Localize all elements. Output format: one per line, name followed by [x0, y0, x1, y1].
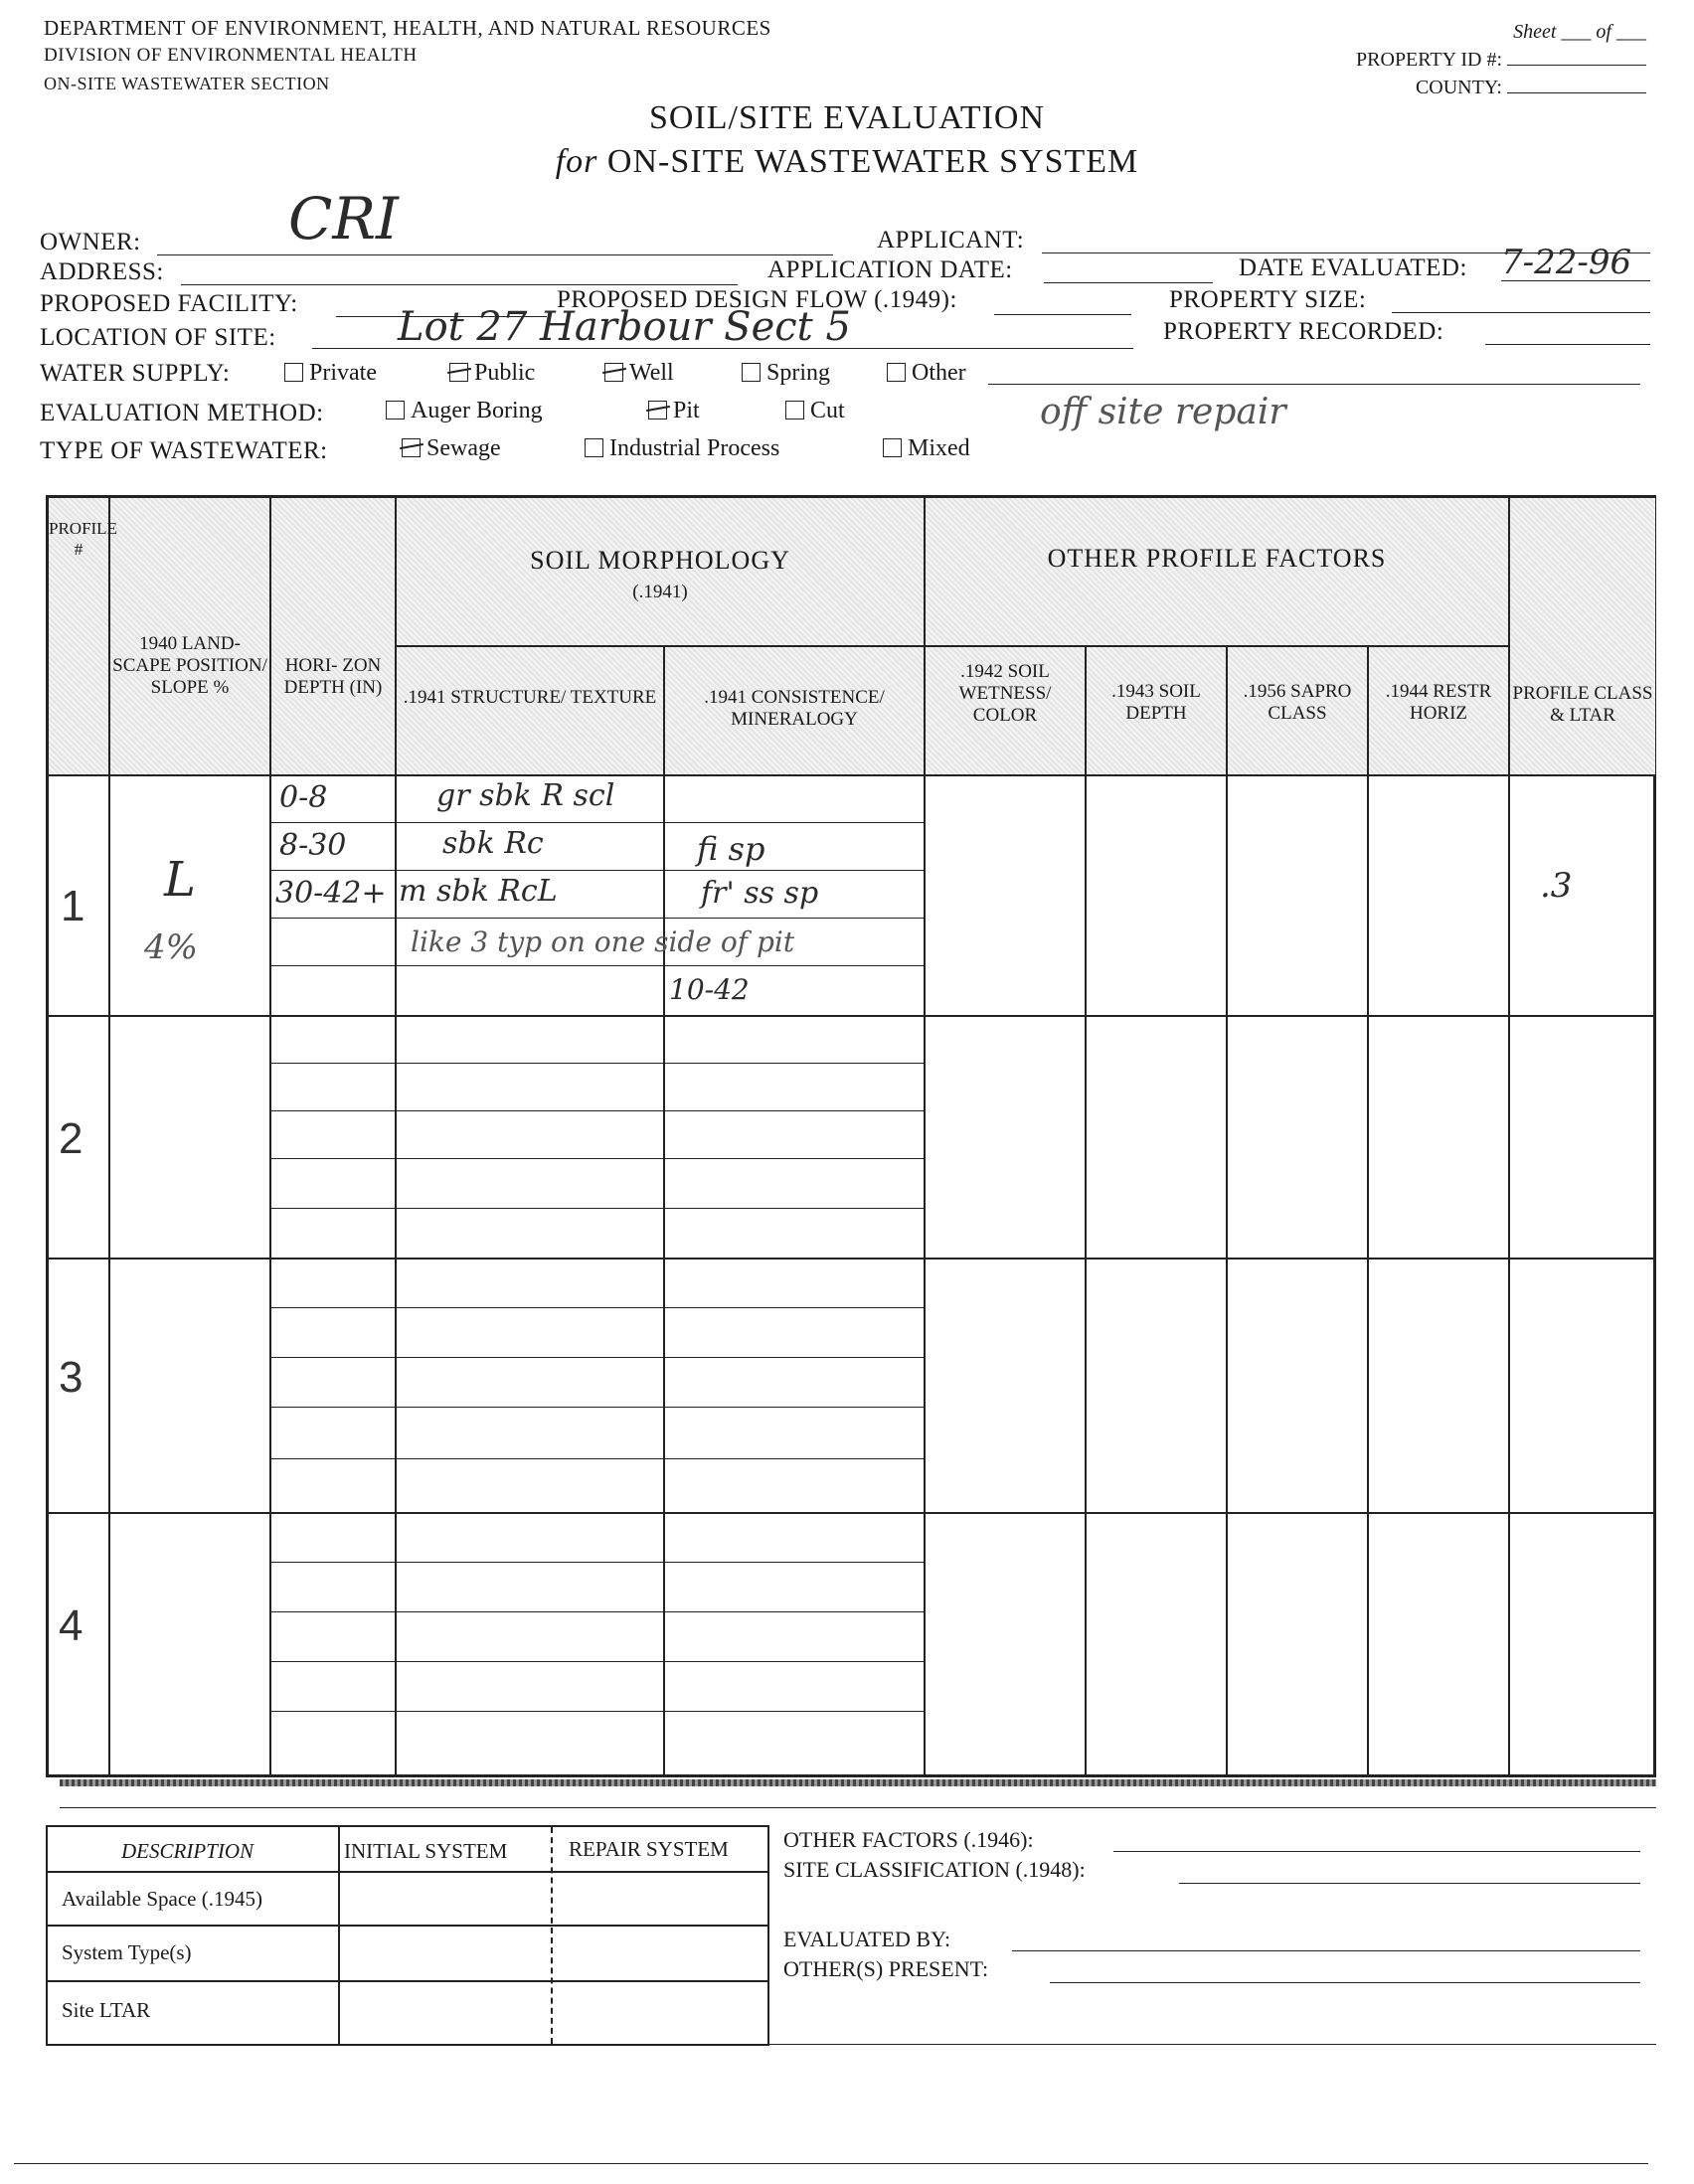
- horizon-line: [269, 1711, 924, 1712]
- col-divider: [1085, 647, 1087, 1774]
- horizon-line: [269, 1661, 924, 1662]
- row-divider: [49, 1258, 1655, 1260]
- horizon-header: HORI- ZON DEPTH (IN): [283, 655, 383, 698]
- location-value: Lot 27 Harbour Sect 5: [398, 304, 851, 350]
- row-divider: [48, 1925, 767, 1927]
- row-divider: [49, 1015, 1655, 1017]
- p1-depth-2: 8-30: [279, 828, 347, 863]
- col-divider: [551, 1827, 553, 2044]
- p1-slope: 4%: [144, 927, 198, 967]
- site-classification-field[interactable]: [1179, 1883, 1640, 1884]
- checkbox[interactable]: [883, 438, 902, 457]
- profile-number-1: 1: [61, 882, 85, 930]
- col-divider: [1226, 647, 1228, 1774]
- address-label: ADDRESS:: [40, 258, 164, 285]
- description-header: DESCRIPTION: [121, 1839, 254, 1863]
- dept-line-1: DEPARTMENT OF ENVIRONMENT, HEALTH, AND NATURAL RESOURCES: [44, 16, 771, 40]
- col-divider: [1367, 647, 1369, 1774]
- horizon-line: [269, 1063, 924, 1064]
- date-evaluated-label: DATE EVALUATED:: [1239, 254, 1467, 281]
- p1-ltar: .3: [1540, 866, 1573, 906]
- checkbox[interactable]: [386, 401, 405, 420]
- location-label: LOCATION OF SITE:: [40, 324, 276, 351]
- page-bottom-line: [14, 2163, 1648, 2164]
- method-auger-boring[interactable]: Auger Boring: [386, 398, 543, 424]
- structure-header: .1941 STRUCTURE/ TEXTURE: [403, 687, 657, 708]
- profile-number-4: 4: [59, 1601, 84, 1650]
- water-supply-well[interactable]: Well: [604, 360, 674, 387]
- bottom-rule: [769, 2044, 1656, 2045]
- property-recorded-field[interactable]: [1485, 344, 1650, 345]
- system-summary-table: [46, 1825, 769, 2046]
- p1-structure-1: gr sbk R scl: [436, 778, 615, 813]
- property-size-field[interactable]: [1392, 312, 1650, 313]
- other-supply-field[interactable]: [988, 384, 1640, 385]
- form-title: SOIL/SITE EVALUATION: [648, 99, 1046, 136]
- p1-depth-1: 0-8: [279, 780, 328, 815]
- checkbox[interactable]: [604, 363, 623, 382]
- checkbox[interactable]: [402, 438, 421, 457]
- application-date-field[interactable]: [1044, 282, 1213, 283]
- proposed-design-flow-label: PROPOSED DESIGN FLOW (.1949):: [557, 286, 957, 313]
- soil-morphology-code: (.1941): [632, 582, 688, 602]
- row-divider: [48, 1980, 767, 1982]
- evaluated-by-field[interactable]: [1012, 1950, 1640, 1951]
- horizon-line: [269, 1611, 924, 1612]
- soil-morphology-header: SOIL MORPHOLOGY: [530, 546, 790, 575]
- dept-line-2: DIVISION OF ENVIRONMENTAL HEALTH: [44, 45, 418, 66]
- date-evaluated-value: 7-22-96: [1501, 243, 1632, 282]
- department-header: [44, 14, 771, 97]
- other-factors-header: OTHER PROFILE FACTORS: [1047, 544, 1387, 573]
- sheet-label: Sheet ___ of ___: [1513, 21, 1646, 43]
- owner-field[interactable]: [157, 254, 833, 255]
- water-supply-private[interactable]: Private: [284, 360, 377, 387]
- repair-system-header: REPAIR SYSTEM: [569, 1837, 729, 1861]
- header-divider: [395, 645, 1508, 647]
- sheet-info: [1356, 18, 1646, 101]
- p1-landscape: L: [164, 852, 196, 908]
- header-shading: [49, 498, 1655, 776]
- other-factors-label: OTHER FACTORS (.1946):: [783, 1827, 1034, 1852]
- owner-value: CRI: [288, 185, 399, 252]
- water-supply-spring[interactable]: Spring: [742, 360, 830, 387]
- p1-note-1: like 3 typ on one side of pit: [411, 925, 795, 958]
- horizon-line: [269, 1357, 924, 1358]
- profile-class-header: PROFILE CLASS & LTAR: [1512, 683, 1653, 726]
- checkbox[interactable]: [648, 401, 667, 420]
- p1-note-2: 10-42: [669, 973, 750, 1006]
- checkbox[interactable]: [742, 363, 761, 382]
- soil-profile-table: [46, 495, 1656, 1777]
- wetness-header: .1942 SOIL WETNESS/ COLOR: [958, 661, 1052, 726]
- water-supply-other[interactable]: Other: [887, 360, 966, 387]
- horizon-line: [269, 1208, 924, 1209]
- owner-label: OWNER:: [40, 229, 141, 255]
- landscape-header: 1940 LAND- SCAPE POSITION/ SLOPE %: [112, 633, 267, 698]
- horizon-line: [269, 1562, 924, 1563]
- county-label: COUNTY:: [1356, 74, 1646, 101]
- col-divider: [338, 1827, 340, 2044]
- profile-header: PROFILE #: [49, 519, 117, 559]
- wastewater-industrial[interactable]: Industrial Process: [585, 435, 779, 462]
- p1-depth-3: 30-42+: [275, 876, 387, 911]
- property-id-label: PROPERTY ID #:: [1356, 46, 1646, 74]
- p1-structure-2: sbk Rc: [442, 826, 544, 861]
- restr-header: .1944 RESTR HORIZ: [1385, 681, 1492, 724]
- dept-line-3: ON-SITE WASTEWATER SECTION: [44, 74, 330, 93]
- applicant-label: APPLICANT:: [877, 227, 1025, 253]
- proposed-facility-label: PROPOSED FACILITY:: [40, 290, 298, 317]
- water-supply-label: WATER SUPPLY:: [40, 360, 231, 387]
- soil-depth-header: .1943 SOIL DEPTH: [1111, 681, 1201, 724]
- other-factors-field[interactable]: [1113, 1851, 1640, 1852]
- others-present-field[interactable]: [1050, 1982, 1640, 1983]
- evaluation-note: off site repair: [1040, 392, 1286, 432]
- horizon-line: [269, 822, 924, 823]
- horizon-line: [269, 1407, 924, 1408]
- header-bottom: [49, 774, 1655, 776]
- horizon-line: [269, 870, 924, 871]
- horizon-line: [269, 965, 924, 966]
- profile-number-2: 2: [59, 1114, 84, 1163]
- checkbox[interactable]: [585, 438, 603, 457]
- wastewater-sewage[interactable]: Sewage: [402, 435, 501, 462]
- application-date-label: APPLICATION DATE:: [767, 256, 1013, 283]
- horizon-line: [269, 1307, 924, 1308]
- separator-line: [60, 1807, 1656, 1808]
- p1-consistence-1: fi sp: [697, 830, 765, 868]
- consistence-header: .1941 CONSISTENCE/ MINERALOGY: [704, 687, 885, 730]
- p1-structure-3: m sbk RcL: [399, 874, 558, 909]
- checkbox[interactable]: [887, 363, 906, 382]
- horizon-line: [269, 1458, 924, 1459]
- site-ltar-label: Site LTAR: [62, 1998, 151, 2022]
- method-pit[interactable]: Pit: [648, 398, 700, 424]
- row-divider: [48, 1871, 767, 1873]
- design-flow-field[interactable]: [994, 314, 1131, 315]
- checkbox[interactable]: [284, 363, 303, 382]
- col-divider: [663, 647, 665, 1774]
- property-size-label: PROPERTY SIZE:: [1169, 286, 1367, 313]
- wastewater-type-label: TYPE OF WASTEWATER:: [40, 437, 328, 464]
- address-field[interactable]: [181, 284, 738, 285]
- evaluation-method-label: EVALUATION METHOD:: [40, 400, 324, 426]
- method-cut[interactable]: Cut: [785, 398, 845, 424]
- horizon-line: [269, 1110, 924, 1111]
- horizon-line: [269, 1158, 924, 1159]
- water-supply-public[interactable]: Public: [449, 360, 535, 387]
- row-divider: [49, 1512, 1655, 1514]
- initial-system-header: INITIAL SYSTEM: [344, 1839, 508, 1863]
- profile-number-3: 3: [59, 1353, 84, 1402]
- system-types-label: System Type(s): [62, 1940, 192, 1964]
- p1-consistence-2: fr' ss sp: [701, 876, 819, 911]
- checkbox[interactable]: [785, 401, 804, 420]
- evaluated-by-label: EVALUATED BY:: [783, 1927, 951, 1951]
- others-present-label: OTHER(S) PRESENT:: [783, 1956, 989, 1981]
- scan-band: [60, 1779, 1656, 1786]
- horizon-line: [269, 918, 924, 919]
- site-classification-label: SITE CLASSIFICATION (.1948):: [783, 1857, 1086, 1882]
- property-recorded-label: PROPERTY RECORDED:: [1163, 318, 1444, 345]
- form-subtitle: for ON-SITE WASTEWATER SYSTEM: [555, 143, 1139, 180]
- checkbox[interactable]: [449, 363, 468, 382]
- sapro-header: .1956 SAPRO CLASS: [1243, 681, 1352, 724]
- available-space-label: Available Space (.1945): [62, 1887, 262, 1911]
- wastewater-mixed[interactable]: Mixed: [883, 435, 970, 462]
